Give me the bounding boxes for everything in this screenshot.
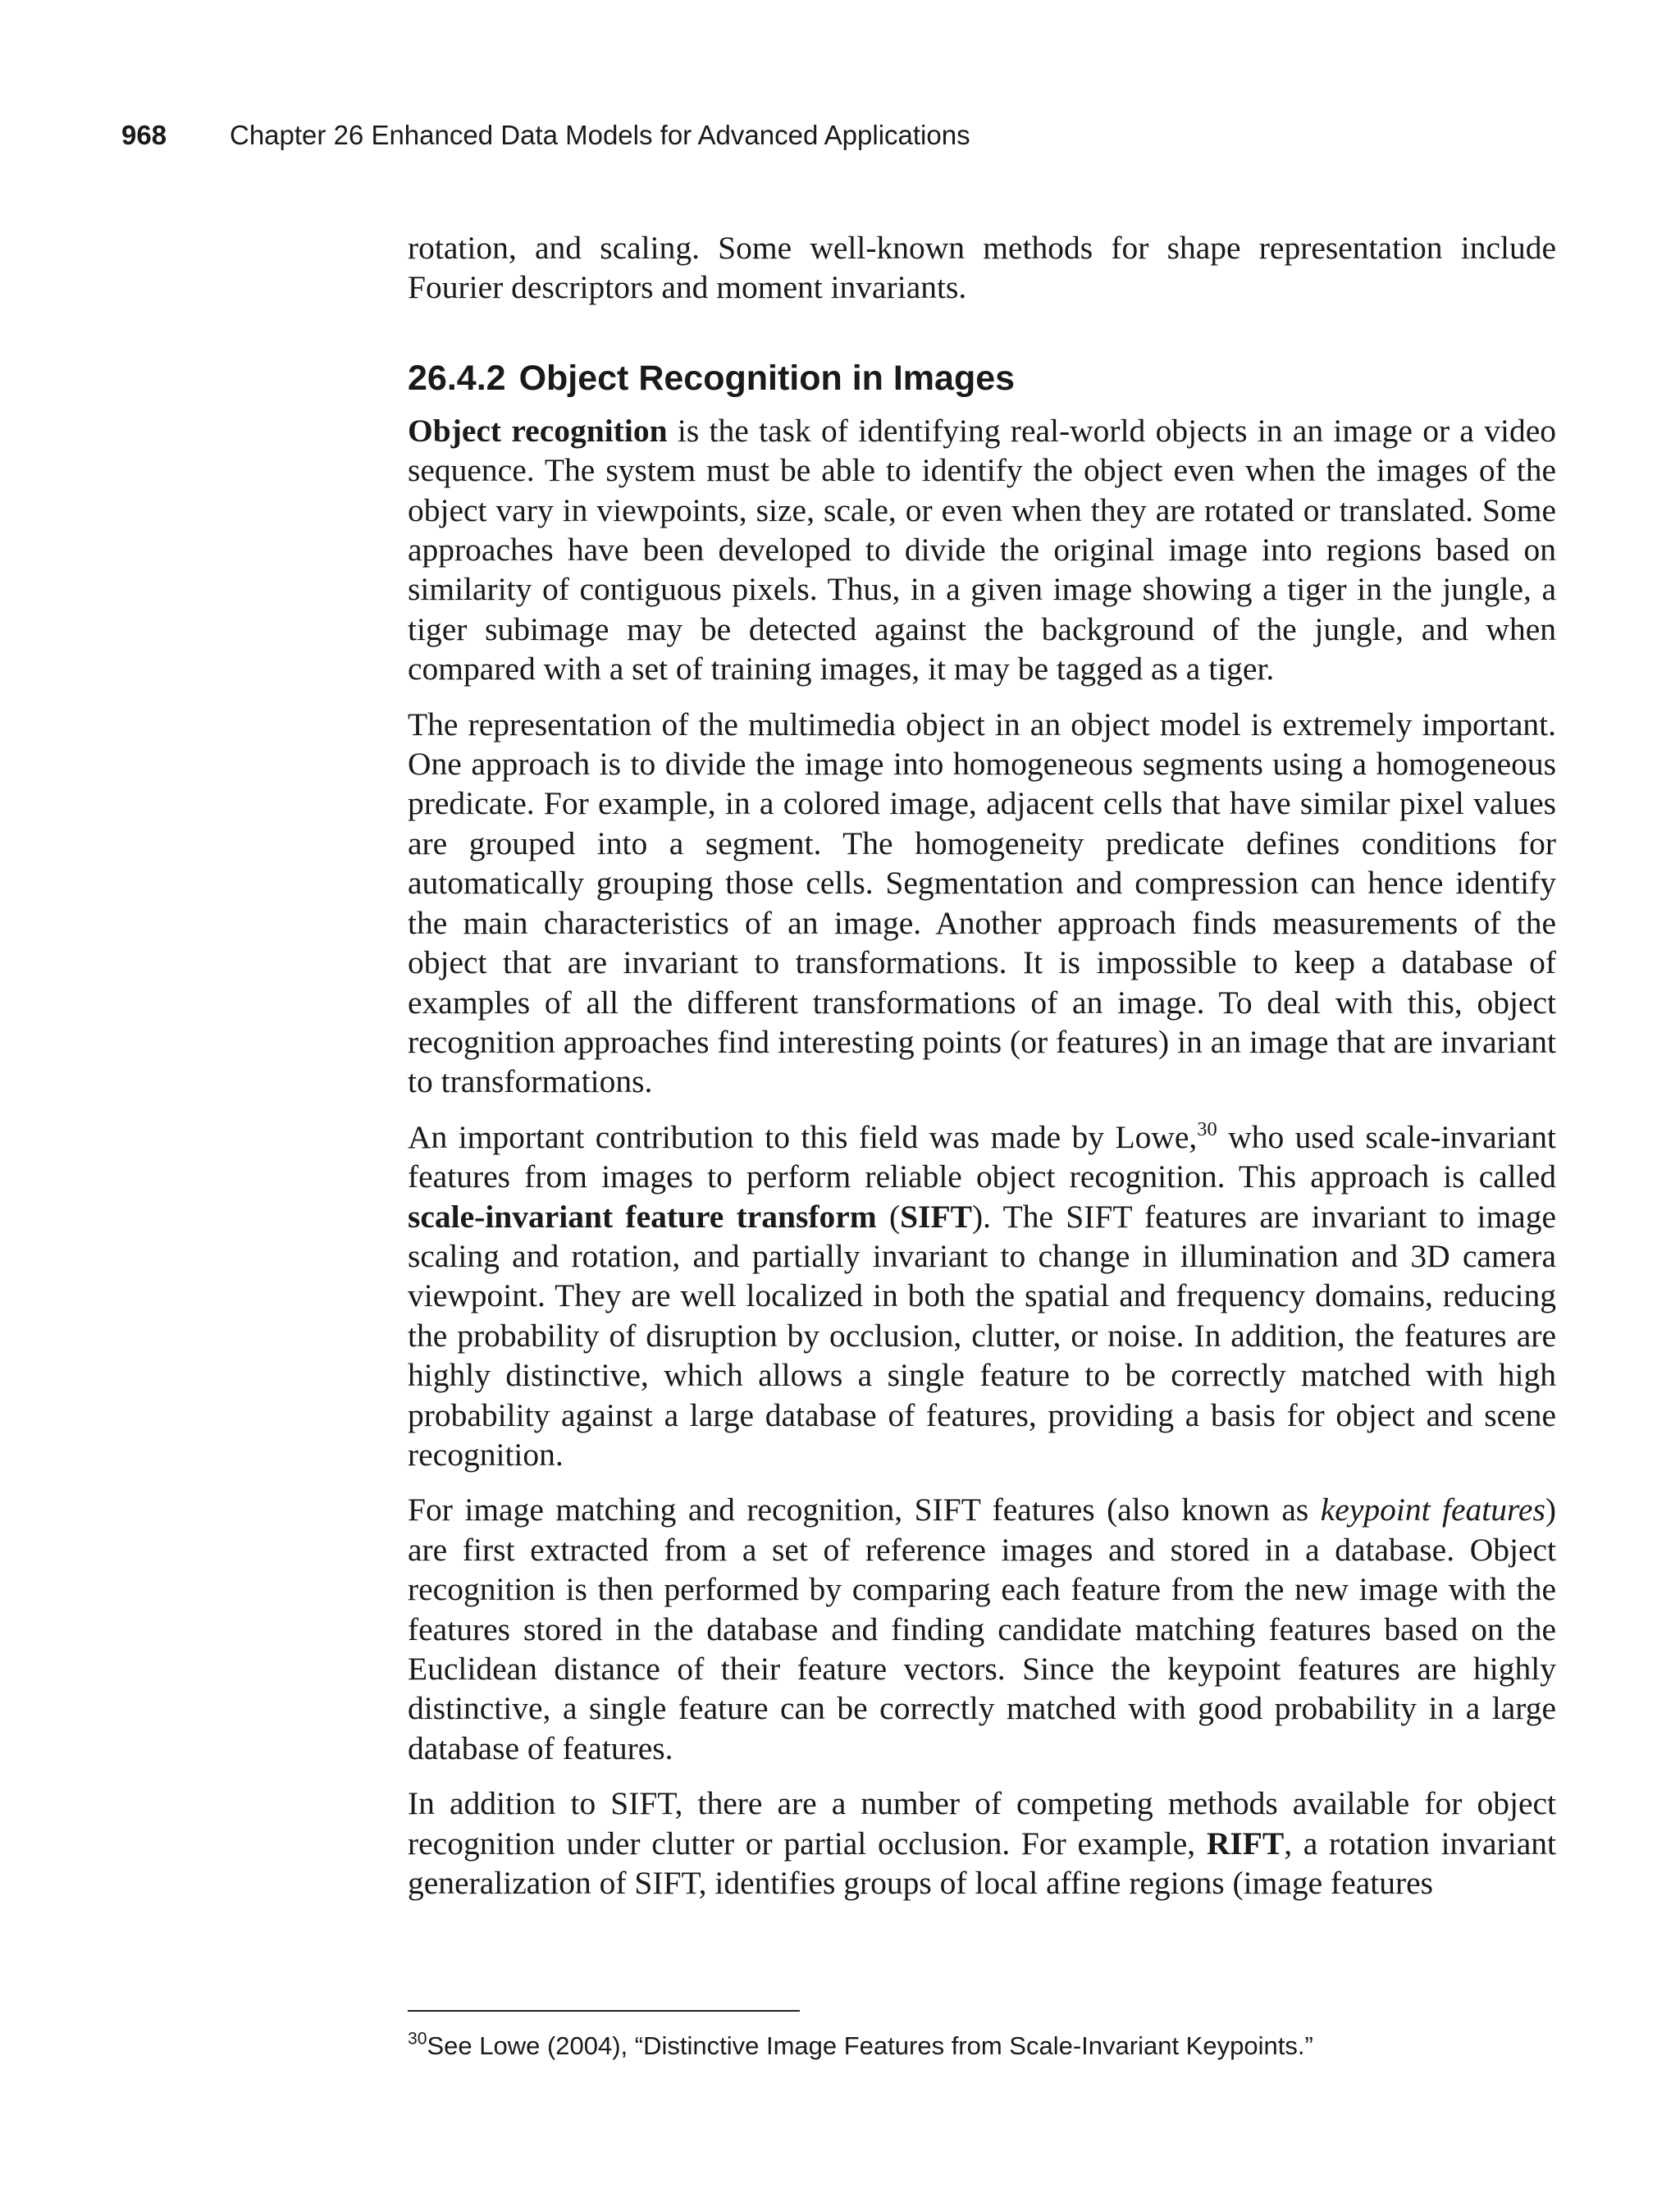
paragraph-5-text-before: In addition to SIFT, there are a number of competing methods available for object recognition under clutter or partial occlusion. For example, bbox=[408, 1785, 1556, 1862]
paragraph-sift bbox=[408, 1117, 1556, 1475]
paragraph-1-text: is the task of identifying real-world objects in an image or a video sequence. The system must be able to identify the object even when the images of the object vary in viewpoints, size, scale, or even when they are rotated or translated. Some approaches have been developed to divide the original image into regions based on similarity of contiguous pixels. Thus, in a given image showing a tiger in the jungle, a tiger subimage may be detected against the background of the jungle, and when compared with a set of training images, it may be tagged as a tiger. bbox=[408, 412, 1556, 688]
paragraph-rift bbox=[408, 1784, 1556, 1903]
footnote-number: 30 bbox=[408, 2029, 427, 2049]
paragraph-3-text-mid: who used scale-invariant features from images to perform reliable object recognition. This approach is called bbox=[408, 1118, 1556, 1195]
paragraph-representation: The representation of the multimedia object in an object model is extremely important. One approach is to divide the image into homogeneous segments using a homogeneous predicate. For example, in a colored image, adjacent cells that have similar pixel values are grouped into a segment. The homogeneity predicate defines conditions for automatically grouping those cells. Segmentation and compression can hence identify the main characteristics of an image. Another approach finds measurements of the object that are invariant to transformations. It is impossible to keep a database of examples of all the different transformations of an image. To deal with this, object recognition approaches find interesting points (or features) in an image that are invariant to transformations. bbox=[408, 706, 1556, 1100]
paragraph-3-text-before: An important contribution to this field was made by Lowe, bbox=[408, 1118, 1198, 1155]
footnote-reference[interactable]: 30 bbox=[1197, 1117, 1217, 1140]
section-title: Object Recognition in Images bbox=[518, 358, 1016, 398]
running-head bbox=[121, 117, 970, 153]
footnote-text: See Lowe (2004), “Distinctive Image Features from Scale-Invariant Keypoints.” bbox=[427, 2031, 1313, 2060]
footnote bbox=[408, 2030, 1313, 2063]
paragraph-object-recognition bbox=[408, 411, 1556, 689]
footnote-divider bbox=[408, 2010, 800, 2012]
paragraph-4-text-before: For image matching and recognition, SIFT features (also known as bbox=[408, 1492, 1321, 1528]
section-heading bbox=[408, 355, 1556, 401]
chapter-title: Chapter 26 Enhanced Data Models for Advanced Applications bbox=[230, 120, 970, 150]
paragraph-3-text-after: ). The SIFT features are invariant to image scaling and rotation, and partially invariant to change in illumination and 3D camera viewpoint. They are well localized in both the spatial and frequency domains, reducing the probability of disruption by occlusion, clutter, or noise. In addition, the features are highly distinctive, which allows a single feature to be correctly matched with high probability against a large database of features, providing a basis for object and scene recognition. bbox=[408, 1198, 1556, 1473]
term-object-recognition: Object recognition bbox=[408, 412, 668, 449]
intro-paragraph: rotation, and scaling. Some well-known methods for shape representation include Fourier descriptors and moment invariants. bbox=[408, 230, 1556, 306]
paragraph-keypoint-features bbox=[408, 1490, 1556, 1768]
term-keypoint-features: keypoint features bbox=[1320, 1492, 1545, 1528]
abbr-sift: SIFT bbox=[900, 1198, 972, 1235]
paragraph-3-open-paren: ( bbox=[876, 1198, 901, 1235]
paragraph-4-text-after: ) are first extracted from a set of reference images and stored in a database. Object recognition is then performed by comparing each feature from the new image with the features stored in the database and finding candidate matching features based on the Euclidean distance of their feature vectors. Since the keypoint features are highly distinctive, a single feature can be correctly matched with good probability in a large database of features. bbox=[408, 1492, 1556, 1766]
page-number: 968 bbox=[121, 120, 167, 150]
term-rift: RIFT bbox=[1206, 1825, 1285, 1862]
section-number: 26.4.2 bbox=[408, 358, 506, 398]
main-content bbox=[408, 228, 1556, 1918]
paragraph-5-text-after: , a rotation invariant generalization of SIFT, identifies groups of local affine regions (image features bbox=[408, 1825, 1556, 1902]
term-sift: scale-invariant feature transform bbox=[408, 1198, 877, 1235]
